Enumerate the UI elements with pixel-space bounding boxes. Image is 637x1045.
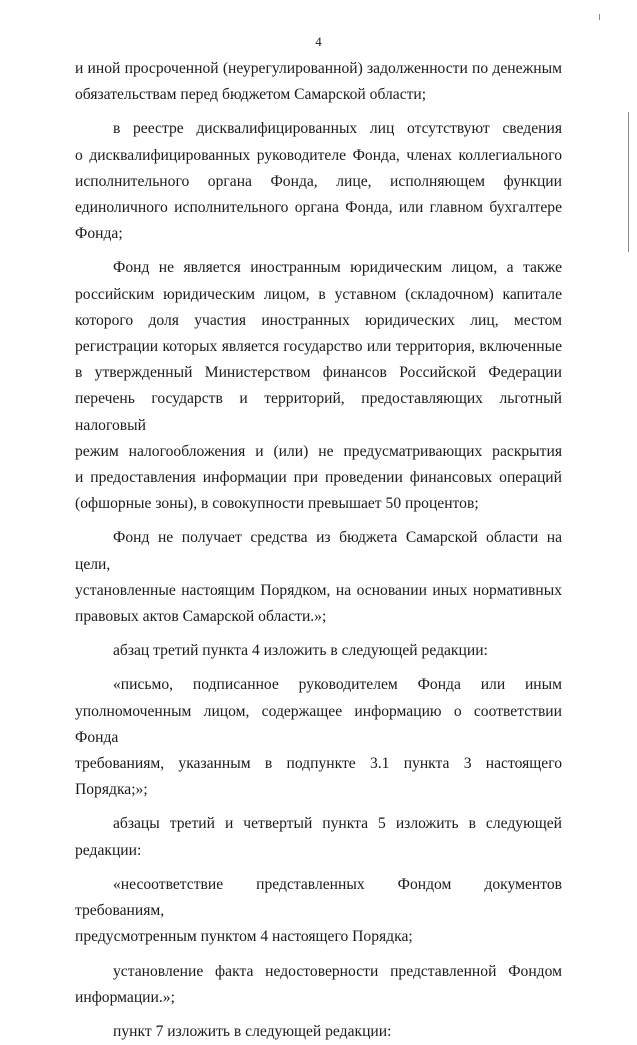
text-line: требованиям, указанным в подпункте 3.1 пункта 3 настоящего Порядка;»; (75, 755, 562, 799)
document-body (75, 56, 562, 1045)
text-line: российским юридическим лицом, в уставном (складочном) капитале (75, 285, 562, 303)
text-line: правовых актов Самарской области.»; (75, 608, 327, 626)
page-number: 4 (315, 34, 322, 49)
scan-edge-mark (628, 112, 629, 252)
text-line: уполномоченным лицом, содержащее информацию о соответствии Фонда (75, 702, 562, 746)
text-line: редакции: (75, 841, 142, 859)
text-line: (офшорные зоны), в совокупности превышает 50 процентов; (75, 495, 479, 513)
text-line: режим налогообложения и (или) не предусматривающих раскрытия (75, 442, 562, 460)
text-line: абзацы третий и четвертый пункта 5 изложить в следующей (113, 815, 562, 833)
text-line: и предоставления информации при проведении финансовых операций (75, 469, 562, 487)
text-line: Фонда; (75, 225, 123, 243)
text-line: установленные настоящим Порядком, на основании иных нормативных (75, 581, 562, 599)
text-line: пункт 7 изложить в следующей редакции: (113, 1022, 392, 1040)
text-line: предусмотренным пунктом 4 настоящего Порядка; (75, 928, 413, 946)
text-line: «несоответствие представленных Фондом документов требованиям, (75, 875, 562, 920)
text-line: которого доля участия иностранных юридических лиц, местом (75, 311, 562, 329)
text-line: Фонд не получает средства из бюджета Самарской области на цели, (75, 529, 562, 573)
text-line: и иной просроченной (неурегулированной) задолженности по денежным (75, 60, 562, 77)
text-line: в реестре дисквалифицированных лиц отсутствуют сведения (113, 120, 562, 138)
text-line: исполнительного органа Фонда, лице, исполняющем функции (75, 172, 562, 190)
text-line: «письмо, подписанное руководителем Фонда или иным (113, 676, 562, 694)
scan-edge-mark (599, 14, 600, 20)
text-line: регистрации которых является государство или территория, включенные (75, 338, 562, 356)
text-line: Фонд не является иностранным юридическим лицом, а также (113, 259, 562, 277)
text-line: обязательствам перед бюджетом Самарской области; (75, 86, 427, 104)
text-line: информации.»; (75, 988, 175, 1006)
text-line: единоличного исполнительного органа Фонда, или главном бухгалтере (75, 199, 562, 217)
text-line: перечень государств и территорий, предоставляющих льготный налоговый (75, 390, 562, 434)
text-line: установление факта недостоверности представленной Фондом (113, 962, 562, 980)
text-line: о дисквалифицированных руководителе Фонда, членах коллегиального (75, 146, 562, 164)
text-line: в утвержденный Министерством финансов Российской Федерации (75, 364, 562, 382)
text-line: абзац третий пункта 4 изложить в следующей редакции: (113, 642, 488, 660)
